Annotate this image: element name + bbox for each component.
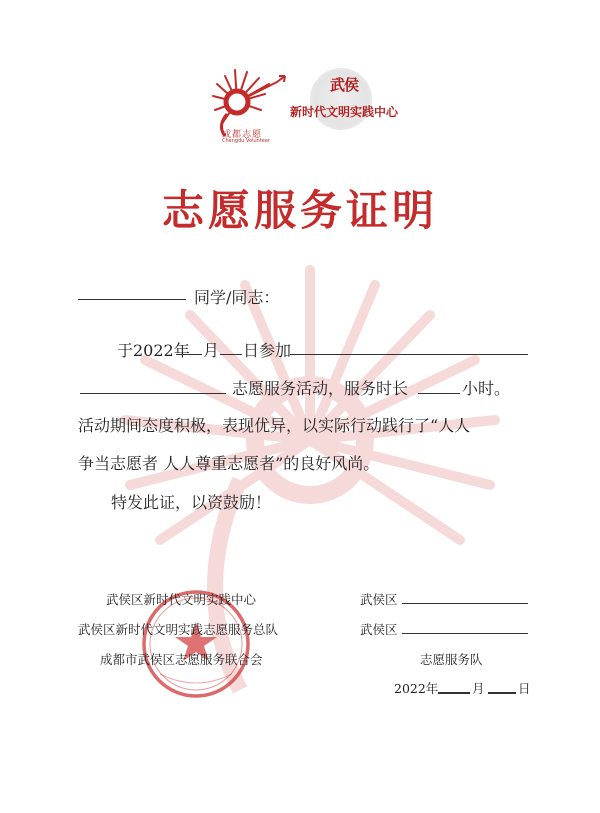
district-blank-2 bbox=[402, 633, 528, 634]
certificate-title: 志愿服务证明 bbox=[161, 186, 438, 235]
body-line-3: 活动期间态度积极，表现优异，以实际行动践行了“人人 bbox=[78, 416, 471, 435]
district-label-1: 武侯区 bbox=[360, 592, 398, 607]
issuer-line-2: 武侯区新时代文明实践志愿服务总队 bbox=[78, 622, 279, 637]
issuer-line-3: 成都市武侯区志愿服务联合会 bbox=[100, 652, 263, 667]
issuer-line-1: 武侯区新时代文明实践中心 bbox=[106, 592, 257, 607]
salutation: 同学/同志： bbox=[194, 288, 280, 307]
logo-left-text: 成都志愿 bbox=[222, 130, 263, 140]
name-blank bbox=[78, 299, 186, 300]
month-label: 月 bbox=[203, 341, 220, 360]
logo-left-subtext: Chengdu Volunteer bbox=[222, 138, 270, 144]
day-label: 日参加 bbox=[243, 341, 292, 360]
activity-blank-2 bbox=[80, 393, 226, 394]
team-label: 志愿服务队 bbox=[420, 652, 483, 667]
date-day: 日 bbox=[518, 681, 531, 696]
date-month: 月 bbox=[472, 681, 485, 696]
date-prefix: 于2022年 bbox=[117, 341, 190, 360]
activity-blank-1 bbox=[290, 354, 528, 355]
date-month-blank bbox=[438, 692, 470, 694]
body-line-4: 争当志愿者 人人尊重志愿者”的良好风尚。 bbox=[78, 454, 380, 473]
month-blank bbox=[176, 354, 202, 355]
hours-blank bbox=[418, 393, 460, 394]
logo-right-mark: 武侯 bbox=[330, 76, 359, 94]
date-year: 2022年 bbox=[394, 681, 439, 696]
district-label-2: 武侯区 bbox=[360, 622, 398, 637]
hours-unit: 小时。 bbox=[462, 379, 511, 398]
day-blank bbox=[220, 354, 242, 355]
district-blank-1 bbox=[402, 603, 528, 604]
date-day-blank bbox=[488, 692, 516, 694]
body-line-5: 特发此证，以资鼓励！ bbox=[111, 493, 272, 512]
activity-text: 志愿服务活动，服务时长 bbox=[232, 379, 409, 398]
logo-right-text: 新时代文明实践中心 bbox=[290, 105, 399, 119]
